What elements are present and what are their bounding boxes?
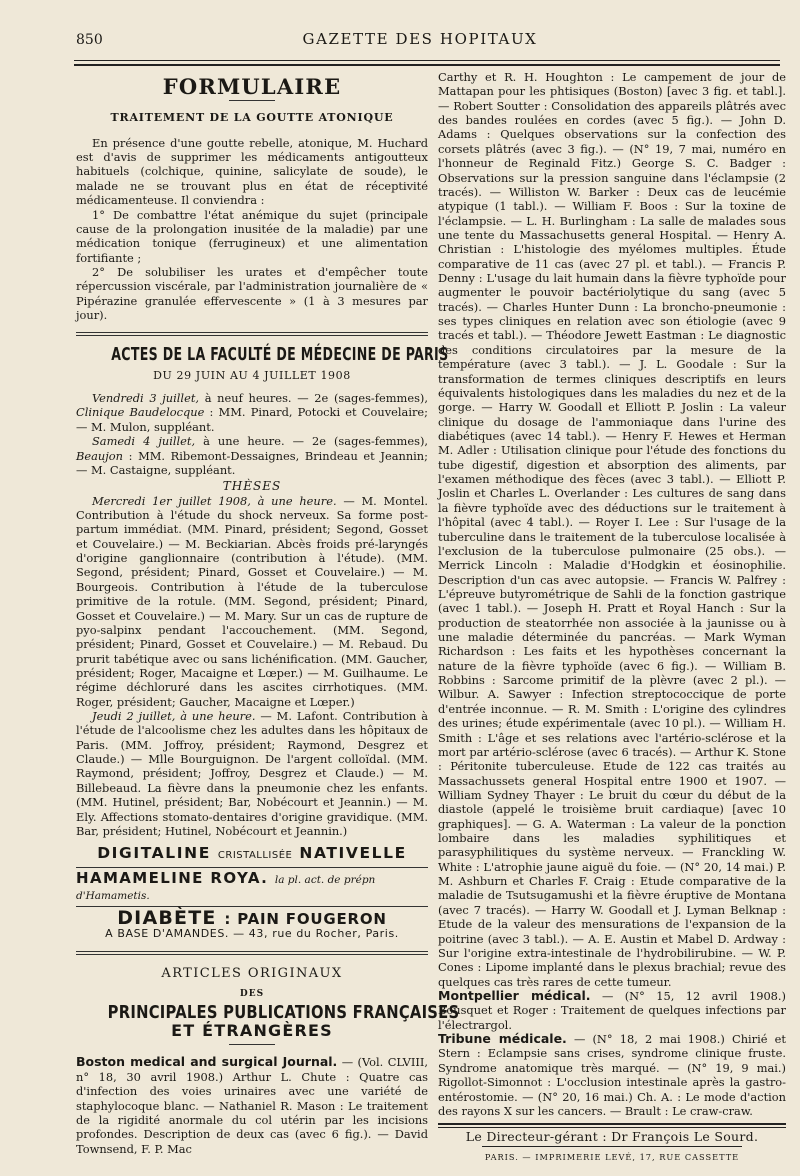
ad-hamameline: HAMAMELINE ROYA. la pl. act. de prépn d'Hamametis. <box>76 868 376 902</box>
articles-title: ARTICLES ORIGINAUX <box>161 966 343 982</box>
articles-heading-2: ET ÉTRANGÈRES <box>171 1021 333 1041</box>
actes-dates: DU 29 JUIN AU 4 JUILLET 1908 <box>153 368 351 382</box>
page-number: 850 <box>76 32 103 48</box>
right-column <box>438 70 786 1164</box>
formulaire-title: FORMULAIRE <box>162 74 342 99</box>
section-divider <box>76 332 428 336</box>
actes-entry-2: Samedi 4 juillet, à une heure. — 2e (sages-femmes), Beaujon : MM. Ribemont-Dessaignes, Brindeau et Jeannin; — M. Castaigne, suppléant. <box>76 434 429 477</box>
footer-rule <box>438 1123 786 1125</box>
printer-rule <box>482 1146 742 1147</box>
running-title: GAZETTE DES HOPITAUX <box>302 30 538 48</box>
footer-rule-thin <box>438 1127 786 1128</box>
boston-continued: Carthy et R. H. Houghton : Le campement de jour de Mattapan pour les phtisiques (Boston) [avec 3 fig. et tabl.]. — Robert Soutter : Consolidation des appareils plâtrés avec des bandes roulées en cordes (avec 5 fig.). — John D. Adams : Quelques observations sur la confection des corsets plâtrés (avec 3 fig.). — (N° 19, 7 mai, numéro en l'honneur de Reginald Fitz.) George S. C. Badger : Observations sur la pression sanguine dans l'éclampsie (2 tracés). — Williston W. Barker : Deux cas de leucémie atypique (1 tabl.). — William F. Boos : Sur la toxine de l'éclampsie. — L. H. Burlingham : La salle de malades sous une tente du Massachusetts general Hospital. — Henry A. Christian : L'histologie des myélomes multiples. Étude comparative de 11 cas (avec 27 pl. et tabl.). — Francis P. Denny : L'usage du lait humain dans la fièvre typhoïde pour augmenter le pouvoir bactériolytique du sang (avec 5 tracés). — Charles Hunter Dunn : La broncho-pneumonie : ses types cliniques en relation avec son étiologie (avec 9 tracés et tabl.). — Théodore Jewett Eastman : Le diagnostic des conditions circulatoires par la mesure de la température (avec 3 tabl.). — J. L. Goodale : Sur la transformation de termes cliniques descriptifs en leurs équivalents histologiques dans les maladies du nez et de la gorge. — Harry W. Goodall et Elliott P. Joslin : La valeur clinique du dosage de l'ammoniaque dans l'urine des diabétiques (avec 14 tabl.). — Henry F. Hewes et Herman M. Adler : Utilisation clinique pour l'étude des fonctions du tube digestif, digestion et absorption des aliments, par l'examen méthodique des fèces (avec 3 tabl.). — Elliott P. Joslin et Charles L. Overlander : Les cultures de sang dans la fièvre typhoïde avec des déductions sur le traitement à l'hôpital (avec 4 tabl.). — Royer I. Lee : Sur l'usage de la tuberculine dans le traitement de la tuberculose localisée à l'exclusion de la tuberculose pulmonaire (25 obs.). — Merrick Lincoln : Maladie d'Hodgkin et éosinophilie. Description d'un cas avec autopsie. — Francis W. Palfrey : L'épreuve butyrométrique de Sahli de la fonction gastrique (avec 1 tabl.). — Joseph H. Pratt et Royal Hanch : Sur la production de steatorrhée non associée à la jaunisse ou à une maladie déterminée du pancréas. — Mark Wyman Richardson : Les faits et les hypothèses concernant la nature de la fièvre typhoïde (avec 6 fig.). — William B. Robbins : Sarcome primitif de la plèvre (avec 2 pl.). — Wilbur. A. Sawyer : Infection streptococcique de porte d'entrée inconnue. — R. M. Smith : L'origine des cylindres des urines; étude expérimentale (avec 10 pl.). — William H. Smith : L'âge et ses relations avec l'artério-sclérose et la mort par artério-sclérose (avec 6 tracés). — Arthur K. Stone : Péritonite tuberculeuse. Etude de 122 cas traités au Massachussets general Hospital entre 1900 et 1907. — William Sydney Thayer : Le bruit du cœur du début de la diastole (appelé le troisième bruit cardiaque) [avec 10 graphiques]. — G. A. Waterman : La valeur de la ponction lombaire dans les maladies syphilitiques et parasyphilitiques du système nerveux. — Franckling W. White : L'atrophie jaune aiguë du foie. — (N° 20, 14 mai.) P. M. Ashburn et Charles F. Craig : Etude comparative de la maladie de Tsutsugamushi et la fièvre éruptive de Montana (avec 7 tracés). — Harry W. Goodall et J. Lyman Belknap : Etude de la valeur des mensurations de l'expansion de la poitrine (avec 3 tabl.). — A. E. Austin et Mabel D. Ardway : Sur l'origine extra-intestinale de l'hydrobilirubine. — W. P. Cones : Lipome implanté dans le plexus brachial; revue des quelques cas très rares de cette tumeur. <box>438 70 786 989</box>
theses-title: THÈSES <box>222 479 282 494</box>
formulaire-paragraph-3: 2° De solubiliser les urates et d'empêcher toute répercussion viscérale, par l'administration journalière de « Pipérazine granulée effervescente » (1 à 3 mesures par jour). <box>76 264 428 323</box>
theses-entry-2: Jeudi 2 juillet, à une heure. — M. Lafont. Contribution à l'étude de l'alcoolisme chez les adultes dans les hôpitaux de Paris. (MM. Joffroy, président; Raymond, Desgrez et Claude.) — Mlle Bourguignon. De l'argent colloïdal. (MM. Raymond, président; Joffroy, Desgrez et Claude.) — M. Billebeaud. La fièvre dans la pneumonie chez les enfants. (MM. Hutinel, président; Bar, Nobécourt et Jeannin.) — M. Ely. Affections stomato-dentaires d'origine gravidique. (MM. Bar, président; Hutinel, Nobécourt et Jeannin.) <box>76 709 428 838</box>
ad-digitaline: DIGITALINE CRISTALLISÉE NATIVELLE <box>97 844 407 863</box>
formulaire-paragraph-2: 1° De combattre l'état anémique du sujet (principale cause de la prolongation inusitée de la maladie) par une médication tonique (ferrugineux) et une alimentation fortifiante ; <box>76 207 428 265</box>
theses-entry-1: Mercredi 1er juillet 1908, à une heure. — M. Montel. Contribution à l'étude du shock nerveux. Sa forme post-partum immédiat. (MM. Pinard, président; Segond, Gosset et Couvelaire.) — M. Beckiarian. Abcès froids pré-laryngés d'origine ganglionnaire (contribution à l'étude). (MM. Segond, président; Pinard, Gosset et Couvelaire.) — M. Bourgeois. Contribution à l'étude de la tuberculose primitive de la rotule. (MM. Segond, président; Pinard, Gosset et Couvelaire.) — M. Mary. Sur un cas de rupture de pyo-salpinx pendant l'accouchement. (MM. Segond, président; Pinard, Gosset et Couvelaire.) — M. Rebaud. Du prurit tabétique avec ou sans lichénification. (MM. Gaucher, président; Roger, Macaigne et Lœper.) — M. Guilhaume. Le régime déchloruré dans les ascites cirrhotiques. (MM. Roger, président; Gaucher, Macaigne et Lœper.) <box>76 493 428 709</box>
articles-des: DES <box>239 989 265 1000</box>
ad-diabete: DIABÈTE : PAIN FOUGERON <box>117 907 387 930</box>
montpellier-entry: Montpellier médical. — (N° 15, 12 avril 1908.) Bousquet et Roger : Traitement de quelques infections par l'électrargol. <box>438 988 786 1032</box>
directeur-gerant: Le Directeur-gérant : Dr François Le Sourd. <box>465 1129 759 1145</box>
title-rule <box>229 1044 275 1045</box>
formulaire-subtitle: TRAITEMENT DE LA GOUTTE ATONIQUE <box>110 111 394 125</box>
left-column <box>76 70 460 1156</box>
ad-divider <box>76 867 428 868</box>
section-divider <box>76 951 428 955</box>
advertisement-block <box>76 846 428 941</box>
page-header <box>60 26 780 60</box>
header-rule-thick <box>74 64 780 66</box>
articles-heading-1: PRINCIPALES PUBLICATIONS FRANÇAISES <box>107 1001 460 1023</box>
ad-amandes: A BASE D'AMANDES. — 43, rue du Rocher, Paris. <box>105 926 399 940</box>
header-rule <box>74 60 780 61</box>
title-rule <box>229 100 275 101</box>
actes-title: ACTES DE LA FACULTÉ DE MÉDECINE DE PARIS <box>111 345 449 366</box>
formulaire-paragraph-1: En présence d'une goutte rebelle, atonique, M. Huchard est d'avis de supprimer les médicaments antigoutteux habituels (colchique, quinine, salicylate de soude), le malade ne se trouvant plus en état de réceptivité médicamenteuse. Il conviendra : <box>76 135 428 208</box>
tribune-entry: Tribune médicale. — (N° 18, 2 mai 1908.) Chirié et Stern : Eclampsie sans crises, syndrome clinique fruste. Syndrome anatomique très marqué. — (N° 19, 9 mai.) Rigollot-Simonnot : L'occlusion intestinale après la gastro-entérostomie. — (N° 20, 16 mai.) Ch. A. : Le mode d'action des rayons X sur les cancers. — Brault : Le craw-craw. <box>438 1031 786 1118</box>
printer-line: PARIS. — IMPRIMERIE LEVÉ, 17, RUE CASSETTE <box>484 1151 740 1162</box>
actes-entry-1: Vendredi 3 juillet, à neuf heures. — 2e (sages-femmes), Clinique Baudelocque : MM. Pinard, Potocki et Couvelaire; — M. Mulon, suppléant. <box>76 391 428 434</box>
boston-entry: Boston medical and surgical Journal. — (Vol. CLVIII, n° 18, 30 avril 1908.) Arthur L. Chute : Quatre cas d'infection des voies urinaires avec une variété de staphylocoque blanc. — Nathaniel R. Mason : Le traitement de la rigidité anormale du col utérin par les incisions profondes. Description de deux cas (avec 6 fig.). — David Townsend, F. P. Mac <box>76 1054 428 1156</box>
